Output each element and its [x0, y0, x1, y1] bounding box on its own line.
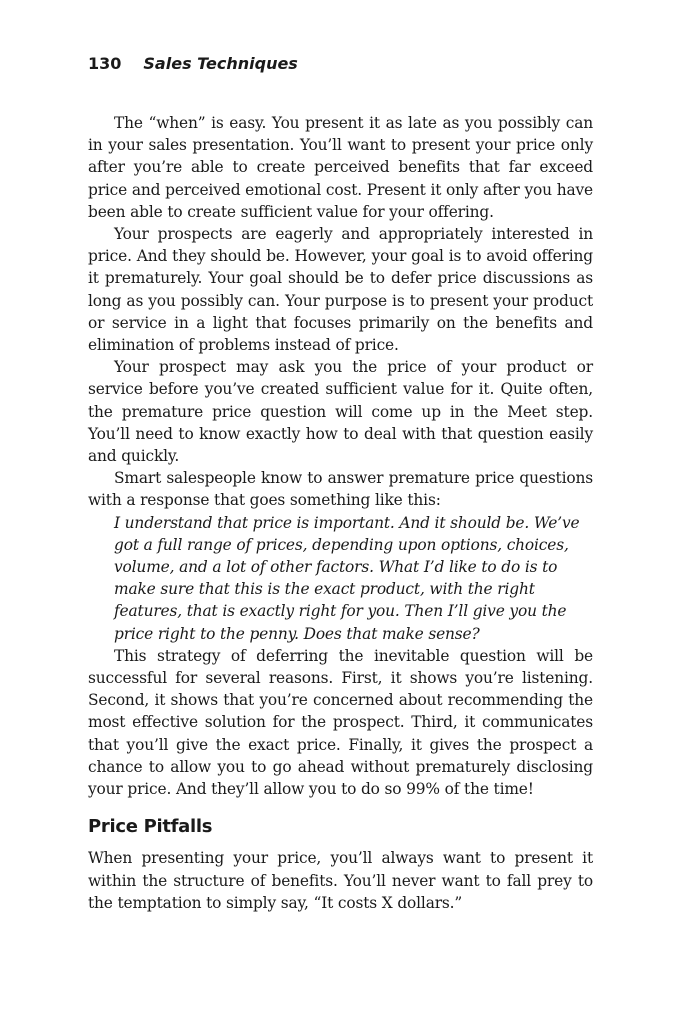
- running-head: [88, 52, 593, 76]
- paragraph-when: The “when” is easy. You present it as late as you possibly can in your sales presentation. You’ll want to present your price only after you’re able to create perceived benefits that far exceed price and perceived emotional cost. Present it only after you have been able to create sufficient value for your offering.: [88, 114, 593, 221]
- page-number: 130: [88, 54, 122, 73]
- chapter-title: Sales Techniques: [143, 54, 298, 73]
- paragraph-prospects: Your prospects are eagerly and appropriately interested in price. And they should be. However, your goal is to avoid offering it prematurely. Your goal should be to defer price discussions as long as you possibly can. Your purpose is to present your product or service in a light that focuses primarily on the benefits and elimination of problems instead of price.: [88, 225, 593, 355]
- block-quote: I understand that price is important. And it should be. We’ve got a full range of prices, depending upon options, choices, volume, and a lot of other factors. What I’d like to do is to make sure that this is the exact product, with the right features, that is exactly right for you. Then I’ll give you the price right to the penny. Does that make sense?: [114, 513, 580, 643]
- book-page: [88, 52, 593, 914]
- paragraph-price-pitfalls: When presenting your price, you’ll always want to present it within the structure of benefits. You’ll never want to fall prey to the temptation to simply say, “It costs X dollars.”: [88, 849, 593, 912]
- paragraph-smart-salespeople: Smart salespeople know to answer premature price questions with a response that goes something like this:: [88, 469, 593, 510]
- paragraph-strategy: This strategy of deferring the inevitable question will be successful for several reasons. First, it shows you’re listening. Second, it shows that you’re concerned about recommending the most effective solution for the prospect. Third, it communicates that you’ll give the exact price. Finally, it gives the prospect a chance to allow you to go ahead without prematurely disclosing your price. And they’ll allow you to do so 99% of the time!: [88, 646, 593, 799]
- body-text: [88, 112, 593, 914]
- paragraph-premature-question: Your prospect may ask you the price of your product or service before you’ve created sufficient value for it. Quite often, the premature price question will come up in the Meet step. You’ll need to know exactly how to deal with that question easily and quickly.: [88, 358, 593, 466]
- section-heading: Price Pitfalls: [88, 816, 213, 838]
